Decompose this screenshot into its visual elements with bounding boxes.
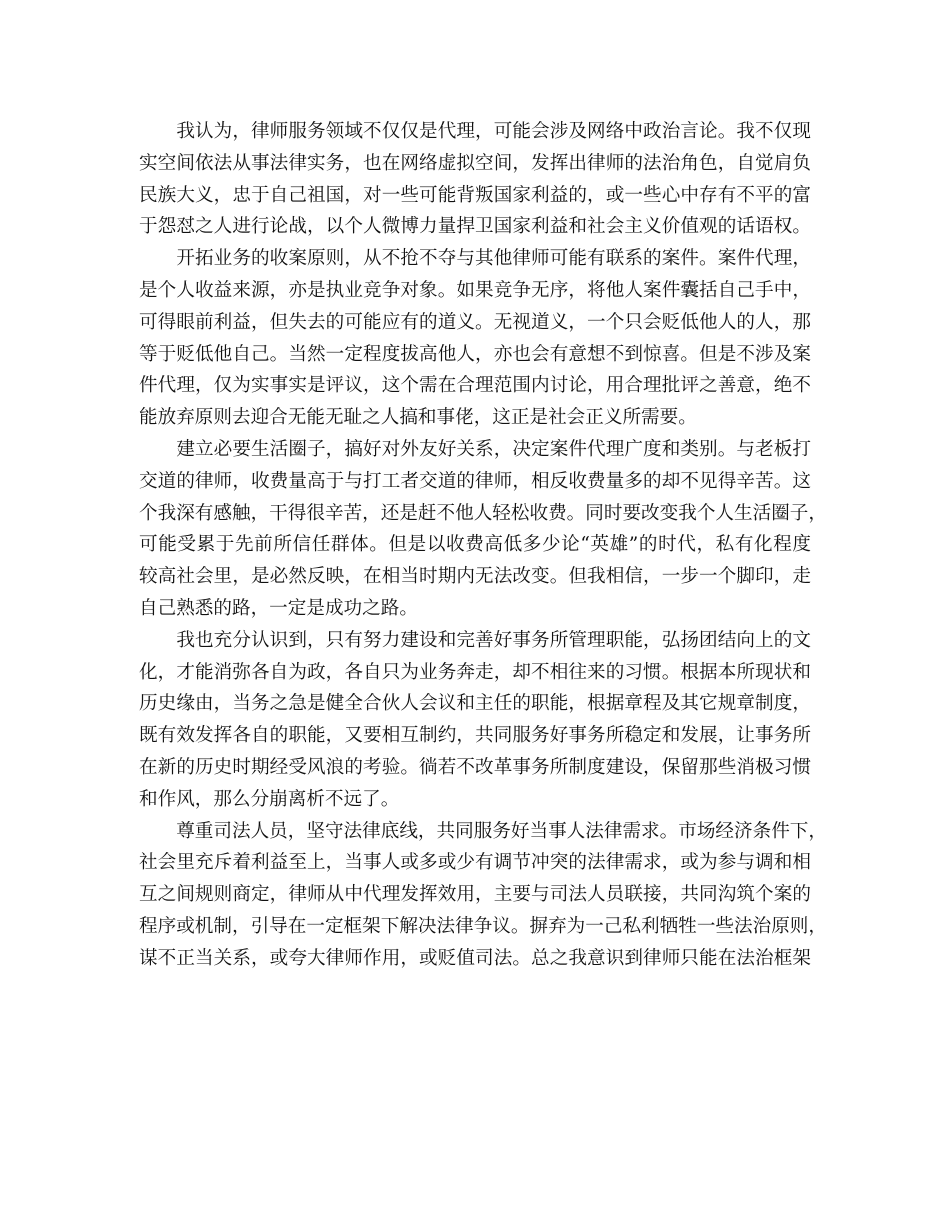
text-line: 程序或机制，引导在一定框架下解决法律争议。摒弃为一己私利牺牲一些法治原则，	[139, 915, 827, 937]
paragraph-4	[139, 625, 811, 816]
paragraph-1	[139, 116, 811, 243]
text-line: 既有效发挥各自的职能，又要相互制约，共同服务好事务所稳定和发展，让事务所	[139, 725, 811, 747]
text-line: 开拓业务的收案原则，从不抢不夺与其他律师可能有联系的案件。案件代理，	[139, 248, 811, 270]
paragraph-5	[139, 816, 827, 975]
text-line: 可得眼前利益，但失去的可能应有的道义。无视道义，一个只会贬低他人的人，那	[139, 311, 811, 333]
text-line: 民族大义，忠于自己祖国，对一些可能背叛国家利益的，或一些心中存有不平的富	[139, 184, 811, 206]
text-line: 历史缘由，当务之急是健全合伙人会议和主任的职能，根据章程及其它规章制度，	[139, 693, 811, 715]
text-line: 自己熟悉的路，一定是成功之路。	[139, 597, 418, 619]
text-line: 谋不正当关系，或夸大律师作用，或贬值司法。总之我意识到律师只能在法治框架	[139, 947, 811, 969]
paragraph-2	[139, 243, 811, 434]
paragraph-3	[139, 434, 827, 625]
text-line: 个我深有感触，干得很辛苦，还是赶不他人轻松收费。同时要改变我个人生活圈子，	[139, 502, 827, 524]
text-line: 可能受累于先前所信任群体。但是以收费高低多少论“英雄”的时代，私有化程度	[139, 534, 811, 556]
text-line: 化，才能消弥各自为政，各自只为业务奔走，却不相往来的习惯。根据本所现状和	[139, 661, 811, 683]
text-line: 在新的历史时期经受风浪的考验。徜若不改革事务所制度建设，保留那些消极习惯	[139, 756, 811, 778]
text-line: 尊重司法人员，坚守法律底线，共同服务好当事人法律需求。市场经济条件下，	[139, 820, 827, 842]
text-line: 等于贬低他自己。当然一定程度拔高他人，亦也会有意想不到惊喜。但是不涉及案	[139, 343, 811, 365]
text-line: 交道的律师，收费量高于与打工者交道的律师，相反收费量多的却不见得辛苦。这	[139, 470, 811, 492]
text-line: 我认为，律师服务领域不仅仅是代理，可能会涉及网络中政治言论。我不仅现	[139, 121, 811, 142]
document-body	[139, 116, 827, 975]
text-line: 件代理，仅为实事实是评议，这个需在合理范围内讨论，用合理批评之善意，绝不	[139, 375, 811, 397]
text-line: 能放弃原则去迎合无能无耻之人搞和事佬，这正是社会正义所需要。	[139, 407, 697, 429]
text-line: 于怨怼之人进行论战，以个人微博力量捍卫国家利益和社会主义价值观的话语权。	[139, 216, 811, 238]
text-line: 实空间依法从事法律实务，也在网络虚拟空间，发挥出律师的法治角色，自觉肩负	[139, 152, 811, 174]
text-line: 是个人收益来源，亦是执业竞争对象。如果竞争无序，将他人案件囊括自己手中，	[139, 279, 811, 301]
text-line: 较高社会里，是必然反映，在相当时期内无法改变。但我相信，一步一个脚印，走	[139, 566, 811, 588]
text-line: 互之间规则商定，律师从中代理发挥效用，主要与司法人员联接，共同沟筑个案的	[139, 884, 811, 906]
text-line: 社会里充斥着利益至上，当事人或多或少有调节冲突的法律需求，或为参与调和相	[139, 852, 811, 874]
text-line: 我也充分认识到，只有努力建设和完善好事务所管理职能，弘扬团结向上的文	[139, 629, 811, 651]
text-line: 建立必要生活圈子，搞好对外友好关系，决定案件代理广度和类别。与老板打	[139, 438, 811, 460]
text-line: 和作风，那么分崩离析不远了。	[139, 788, 400, 810]
